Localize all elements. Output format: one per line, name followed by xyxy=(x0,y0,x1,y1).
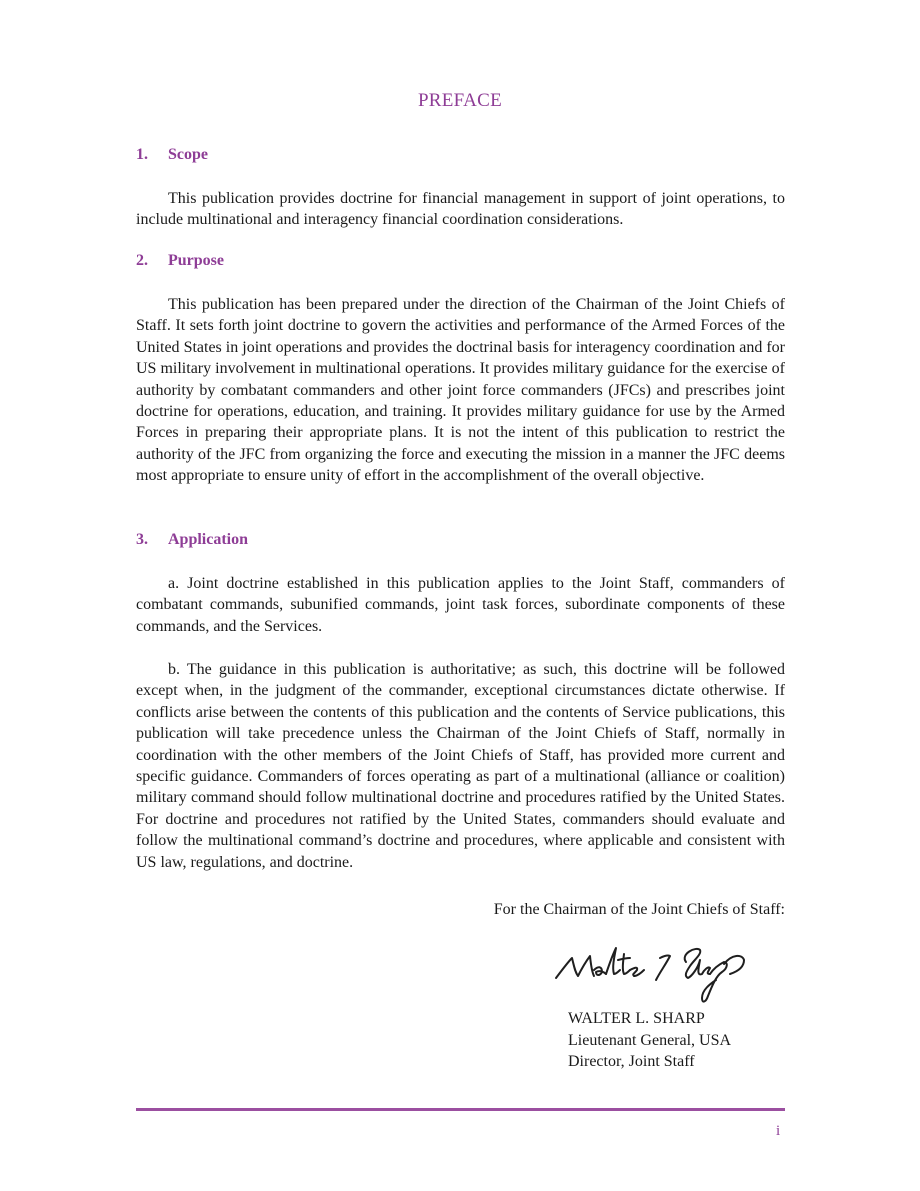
closing-line: For the Chairman of the Joint Chiefs of Staff: xyxy=(493,901,785,918)
section-title: Application xyxy=(168,531,249,548)
section-title: Scope xyxy=(168,146,208,163)
section-title: Purpose xyxy=(168,252,224,269)
section-heading-application xyxy=(136,531,248,549)
signature-block xyxy=(568,1008,731,1073)
signature-image xyxy=(554,940,754,1006)
purpose-paragraph: This publication has been prepared under the direction of the Chairman of the Joint Chiefs of Staff. It sets forth joint doctrine to govern the activities and performance of the Armed Forces of the United States in joint operations and provides the doctrinal basis for interagency coordination and for US military involvement in multinational operations. It provides military guidance for the exercise of authority by combatant commanders and other joint force commanders (JFCs) and prescribes joint doctrine for operations, education, and training. It provides military guidance for use by the Armed Forces in preparing their appropriate plans. It is not the intent of this publication to restrict the authority of the JFC from organizing the force and executing the mission in a manner the JFC deems most appropriate to ensure unity of effort in the accomplishment of the overall objective. xyxy=(136,296,785,485)
section-number: 3. xyxy=(136,531,148,548)
page-title: PREFACE xyxy=(417,90,503,111)
section-heading-scope xyxy=(136,146,208,164)
footer-rule xyxy=(136,1108,785,1111)
page-number: i xyxy=(776,1123,781,1139)
signatory-position: Director, Joint Staff xyxy=(568,1053,695,1070)
signatory-rank: Lieutenant General, USA xyxy=(568,1031,732,1049)
application-paragraph-a: a. Joint doctrine established in this publication applies to the Joint Staff, commanders of combatant commands, subunified commands, joint task forces, subordinate components of these commands, and the Services. xyxy=(136,575,785,635)
scope-paragraph: This publication provides doctrine for financial management in support of joint operations, to include multinational and interagency financial coordination considerations. xyxy=(136,190,785,229)
section-number: 2. xyxy=(136,252,148,269)
application-paragraph-b: b. The guidance in this publication is authoritative; as such, this doctrine will be followed except when, in the judgment of the commander, exceptional circumstances dictate otherwise. If conflicts arise between the contents of this publication and the contents of Service publications, this publication will take precedence unless the Chairman of the Joint Chiefs of Staff, normally in coordination with the other members of the Joint Chiefs of Staff, has provided more current and specific guidance. Commanders of forces operating as part of a multinational (alliance or coalition) military command should follow multinational doctrine and procedures ratified by the United States. For doctrine and procedures not ratified by the United States, commanders should evaluate and follow the multinational command’s doctrine and procedures, where applicable and consistent with US law, regulations, and doctrine. xyxy=(136,661,785,871)
signatory-name: WALTER L. SHARP xyxy=(568,1010,705,1027)
section-heading-purpose xyxy=(136,252,224,270)
section-number: 1. xyxy=(136,146,148,163)
